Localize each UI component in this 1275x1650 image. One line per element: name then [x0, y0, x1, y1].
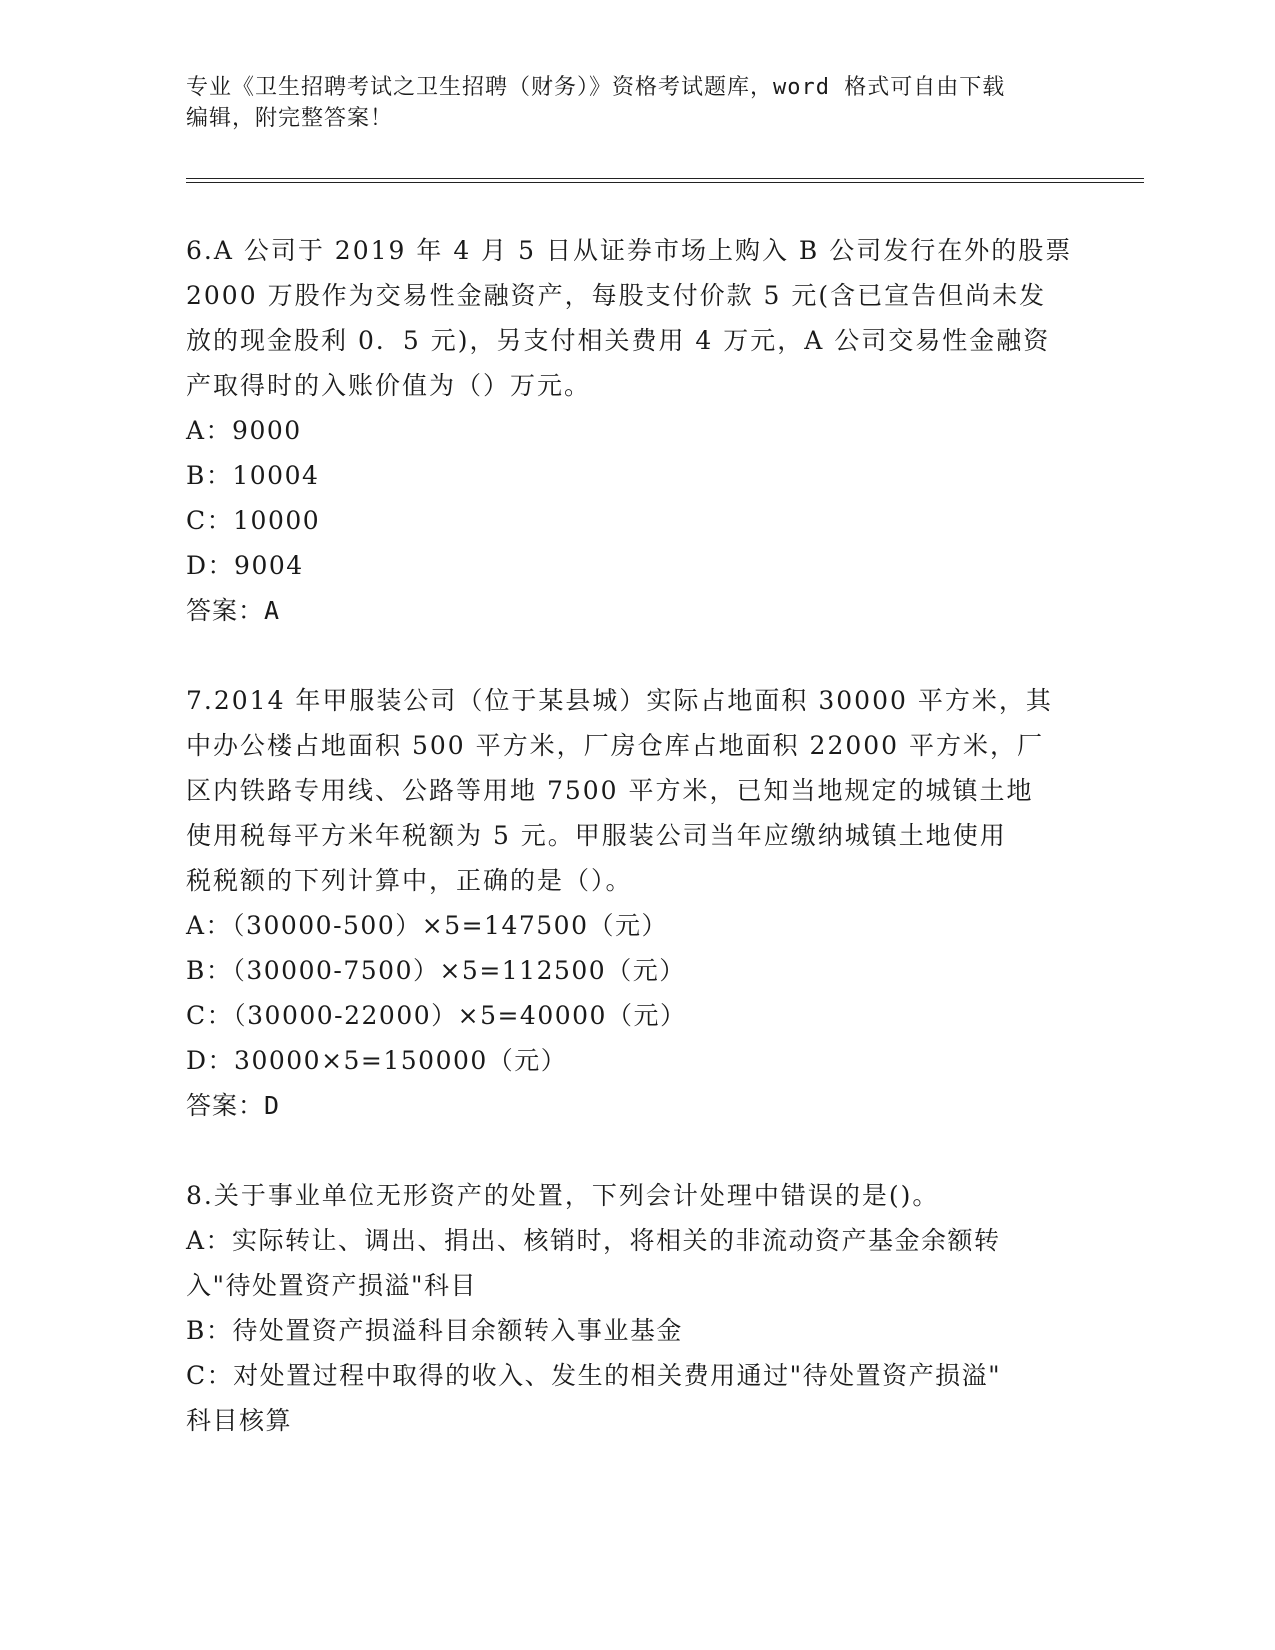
answer-line: 答案：A	[186, 596, 281, 625]
option-c: C：对处置过程中取得的收入、发生的相关费用通过"待处置资产损溢"	[186, 1361, 1002, 1390]
option-b: B：待处置资产损溢科目余额转入事业基金	[186, 1316, 683, 1345]
option-d: D：30000×5=150000（元）	[186, 1046, 568, 1075]
question-stem-line: 7.2014 年甲服装公司（位于某县城）实际占地面积 30000 平方米，其	[186, 686, 1053, 715]
header-line-2: 编辑，附完整答案！	[186, 106, 394, 131]
question-stem-line: 中办公楼占地面积 500 平方米，厂房仓库占地面积 22000 平方米，厂	[186, 731, 1045, 760]
option-b: B：10004	[186, 461, 320, 490]
question-stem-line: 放的现金股利 0．5 元)，另支付相关费用 4 万元，A 公司交易性金融资	[186, 326, 1051, 355]
header-divider	[186, 178, 1144, 183]
question-stem-line: 税税额的下列计算中，正确的是（）。	[186, 866, 633, 895]
question-7	[186, 678, 1076, 1128]
question-stem-line: 产取得时的入账价值为（）万元。	[186, 371, 592, 400]
question-6	[186, 228, 1076, 633]
option-b: B：（30000-7500）×5=112500（元）	[186, 956, 686, 985]
header-line-1: 专业《卫生招聘考试之卫生招聘（财务）》资格考试题库，word 格式可自由下载	[186, 75, 1006, 100]
page-header	[186, 72, 1086, 134]
option-a-continued: 入"待处置资产损溢"科目	[186, 1271, 477, 1300]
question-stem-line: 使用税每平方米年税额为 5 元。甲服装公司当年应缴纳城镇土地使用	[186, 821, 1007, 850]
question-list	[186, 228, 1076, 1488]
answer-line: 答案：D	[186, 1091, 281, 1120]
question-stem-line: 8.关于事业单位无形资产的处置，下列会计处理中错误的是()。	[186, 1181, 940, 1210]
option-d: D：9004	[186, 551, 304, 580]
question-stem-line: 区内铁路专用线、公路等用地 7500 平方米，已知当地规定的城镇土地	[186, 776, 1034, 805]
option-c: C：10000	[186, 506, 321, 535]
option-c-continued: 科目核算	[186, 1406, 293, 1435]
question-stem-line: 6.A 公司于 2019 年 4 月 5 日从证券市场上购入 B 公司发行在外的股票	[186, 236, 1073, 265]
option-a: A：（30000-500）×5=147500（元）	[186, 911, 668, 940]
option-a: A：实际转让、调出、捐出、核销时，将相关的非流动资产基金余额转	[186, 1226, 1001, 1255]
option-a: A：9000	[186, 416, 302, 445]
question-8	[186, 1173, 1076, 1443]
question-stem-line: 2000 万股作为交易性金融资产，每股支付价款 5 元(含已宣告但尚未发	[186, 281, 1047, 310]
option-c: C：（30000-22000）×5=40000（元）	[186, 1001, 687, 1030]
